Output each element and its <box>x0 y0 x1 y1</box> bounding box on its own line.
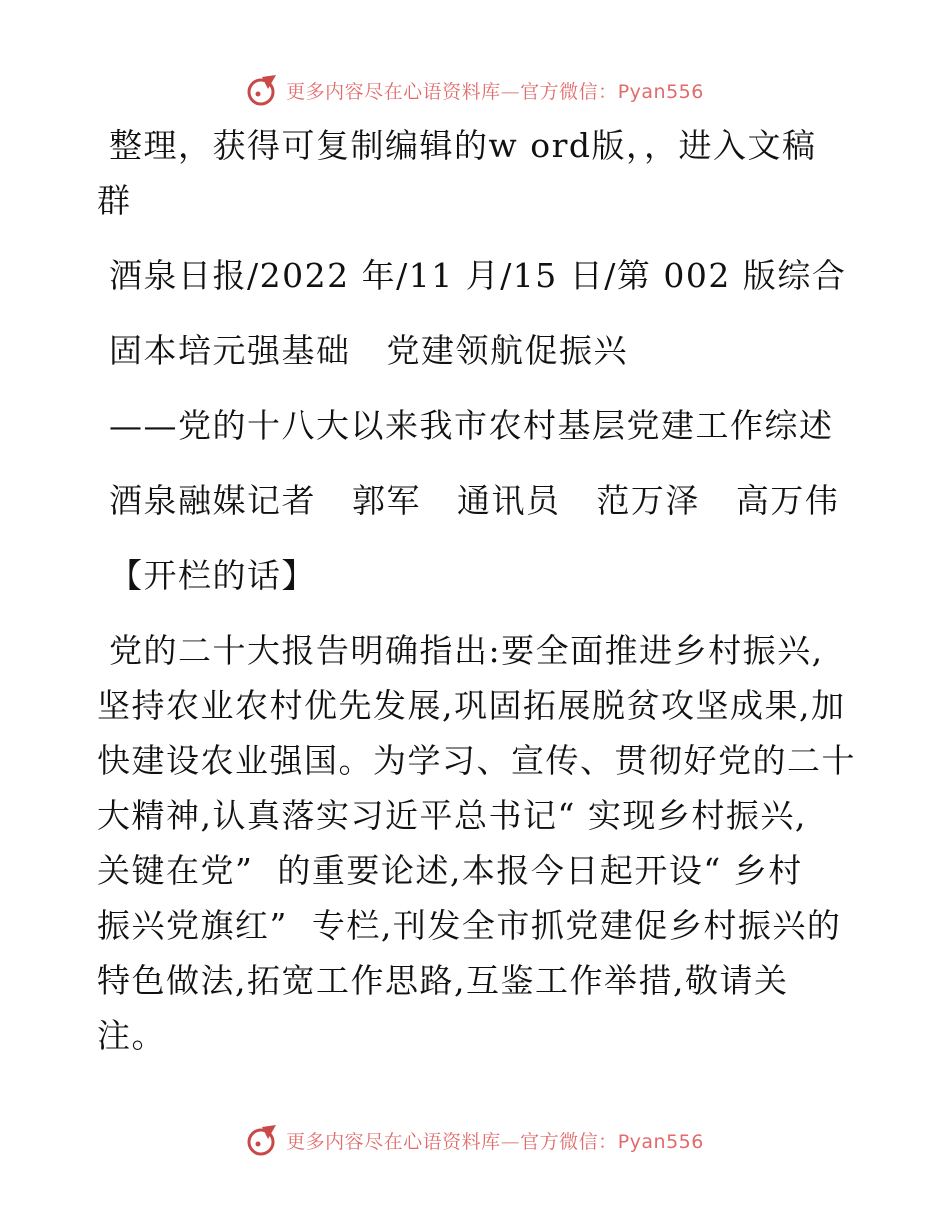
byline: 酒泉融媒记者 郭军 通讯员 范万泽 高万伟 <box>109 481 840 520</box>
document-body <box>97 118 857 1063</box>
body-line: 振兴党旗红” 专栏,刊发全市抓党建促乡村振兴的 <box>97 906 842 945</box>
pen-nib-circle-icon <box>246 73 280 107</box>
intro-line: 整理，获得可复制编辑的w ord版，，进入文稿 <box>109 126 817 165</box>
body-line: 注。 <box>97 1016 166 1055</box>
watermark-banner-top <box>0 70 950 110</box>
body-line: 坚持农业农村优先发展,巩固拓展脱贫攻坚成果,加 <box>97 686 846 725</box>
body-line: 党的二十大报告明确指出:要全面推进乡村振兴, <box>109 631 824 670</box>
pen-nib-circle-icon <box>246 1123 280 1157</box>
section-title: 【开栏的话】 <box>109 556 316 595</box>
headline: 固本培元强基础 党建领航促振兴 <box>109 331 628 370</box>
body-line: 特色做法,拓宽工作思路,互鉴工作举措,敬请关 <box>97 961 789 1000</box>
watermark-text: 更多内容尽在心语资料库—官方微信：Pyan556 <box>286 1130 704 1153</box>
dateline: 酒泉日报/2022 年/11 月/15 日/第 002 版综合 <box>109 256 847 295</box>
body-line: 大精神,认真落实习近平总书记“ 实现乡村振兴, <box>97 796 807 835</box>
subheadline: ——党的十八大以来我市农村基层党建工作综述 <box>109 406 834 445</box>
watermark-text: 更多内容尽在心语资料库—官方微信：Pyan556 <box>286 80 704 103</box>
body-line: 快建设农业强国。为学习、宣传、贯彻好党的二十 <box>97 741 856 780</box>
body-line: 关键在党” 的重要论述,本报今日起开设“ 乡村 <box>97 851 803 890</box>
watermark-banner-bottom <box>0 1120 950 1160</box>
intro-line-continued: 群 <box>97 181 132 220</box>
